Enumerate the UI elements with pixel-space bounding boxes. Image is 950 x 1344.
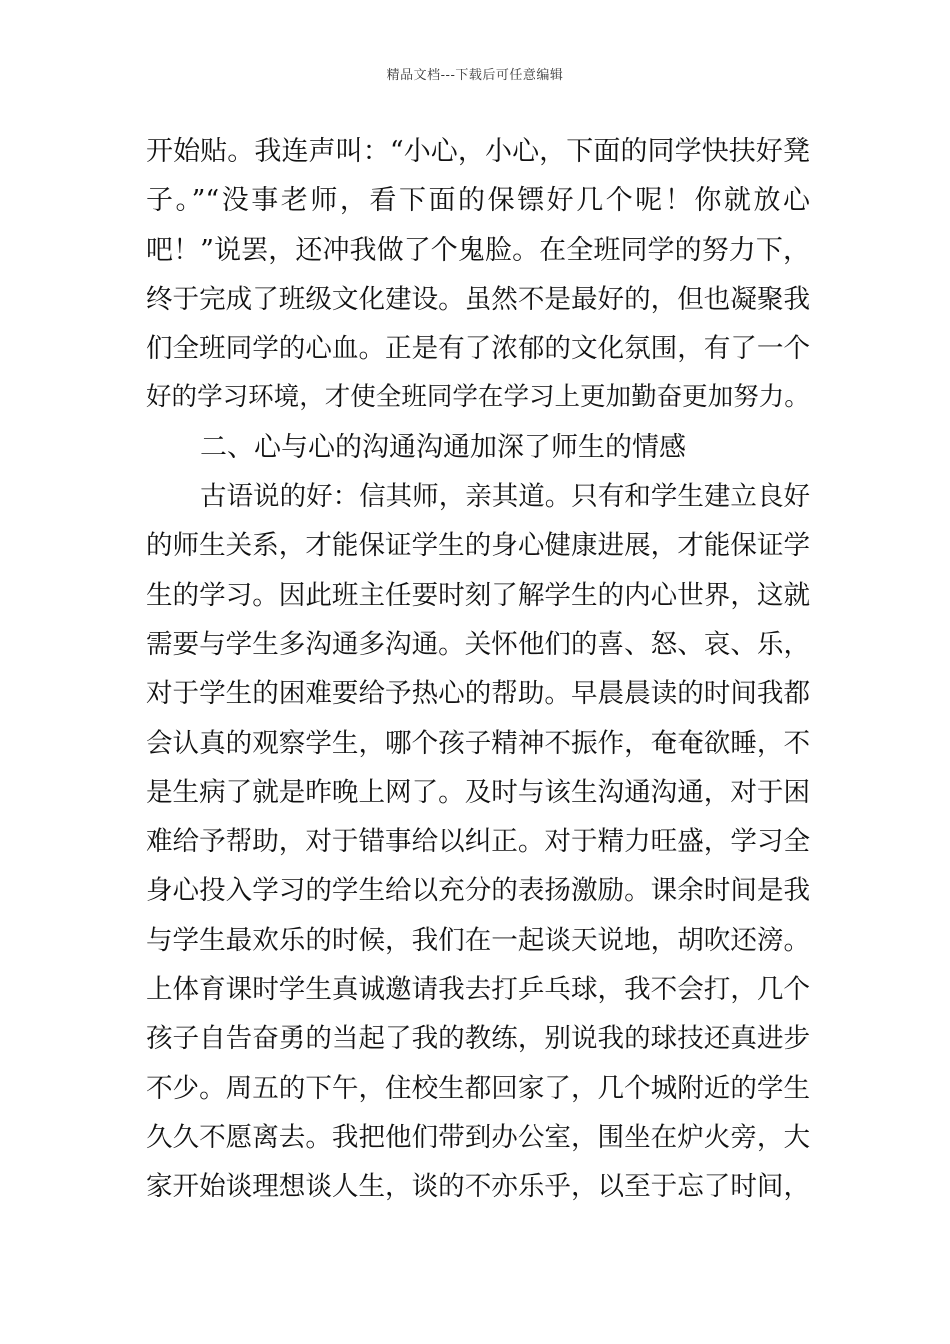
text-line: 上体育课时学生真诚邀请我去打乒乓球，我不会打，几个 <box>146 974 810 1006</box>
text-line: 与学生最欢乐的时候，我们在一起谈天说地，胡吹还滂。 <box>146 924 810 956</box>
text-line: 开始贴。我连声叫：“小心，小心，下面的同学快扶好凳 <box>146 136 810 167</box>
document-body <box>146 127 810 1212</box>
text-line: 生的学习。因此班主任要时刻了解学生的内心世界，这就 <box>146 579 810 611</box>
text-line: 的师生关系，才能保证学生的身心健康进展，才能保证学 <box>146 530 810 562</box>
text-line: 身心投入学习的学生给以充分的表扬激励。课余时间是我 <box>146 875 810 907</box>
text-line: 好的学习环境，才使全班同学在学习上更加勤奋更加努力。 <box>146 382 810 413</box>
text-line: 是生病了就是昨晚上网了。及时与该生沟通沟通，对于困 <box>146 776 810 808</box>
text-line: 对于学生的困难要给予热心的帮助。早晨晨读的时间我都 <box>146 678 810 710</box>
page-header: 精品文档---下载后可任意编辑 <box>386 68 564 83</box>
text-line: 久久不愿离去。我把他们带到办公室，围坐在炉火旁，大 <box>146 1121 810 1153</box>
text-line: 需要与学生多沟通多沟通。关怀他们的喜、怒、哀、乐， <box>146 628 810 660</box>
text-line: 终于完成了班级文化建设。虽然不是最好的，但也凝聚我 <box>146 283 810 315</box>
text-line: 古语说的好：信其师，亲其道。只有和学生建立良好 <box>200 481 810 513</box>
text-line: 家开始谈理想谈人生，谈的不亦乐乎，以至于忘了时间， <box>146 1171 810 1203</box>
text-line: 孩子自告奋勇的当起了我的教练，别说我的球技还真进步 <box>146 1023 810 1055</box>
section-heading: 二、心与心的沟通沟通加深了师生的情感 <box>200 431 686 463</box>
text-line: 难给予帮助，对于错事给以纠正。对于精力旺盛，学习全 <box>146 826 810 858</box>
text-line: 子。”“没事老师，看下面的保镖好几个呢！你就放心 <box>146 185 810 217</box>
text-line: 会认真的观察学生，哪个孩子精神不振作，奄奄欲睡，不 <box>146 727 810 759</box>
text-line: 吧！”说罢，还冲我做了个鬼脸。在全班同学的努力下， <box>146 234 810 266</box>
text-line: 不少。周五的下午，住校生都回家了，几个城附近的学生 <box>146 1072 810 1104</box>
text-line: 们全班同学的心血。正是有了浓郁的文化氛围，有了一个 <box>146 333 810 365</box>
